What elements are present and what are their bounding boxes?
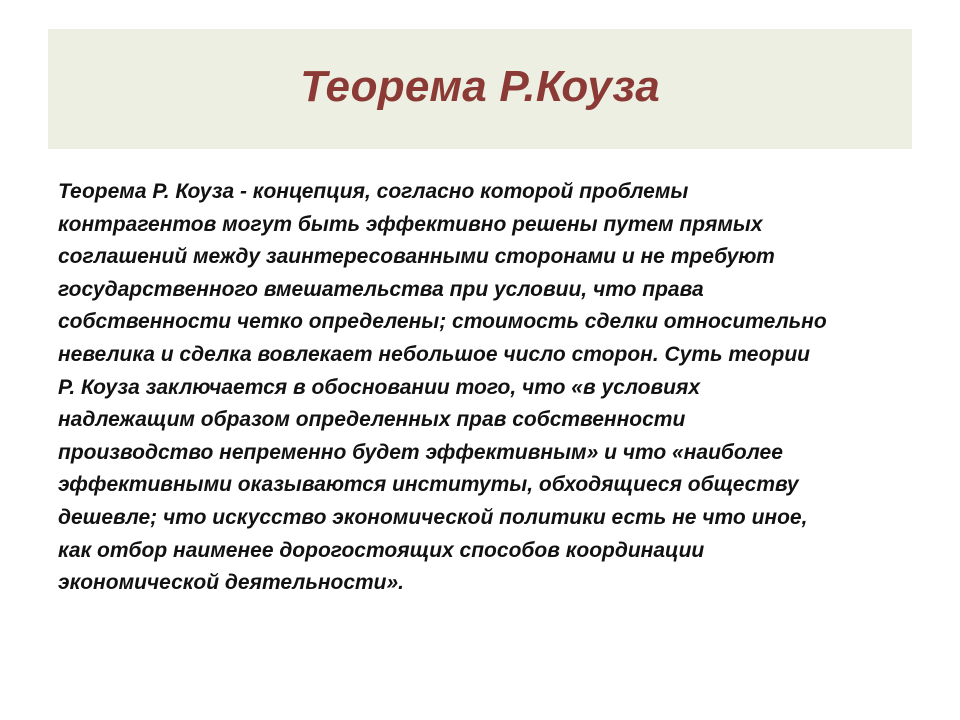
body-line: как отбор наименее дорогостоящих способов координации (58, 538, 705, 562)
body-line: Р. Коуза заключается в обосновании того, что «в условиях (58, 375, 701, 399)
body-line: собственности четко определены; стоимость сделки относительно (58, 310, 827, 334)
body-line: надлежащим образом определенных прав собственности (58, 408, 686, 432)
body-line: эффективными оказываются институты, обходящиеся обществу (58, 473, 799, 497)
body-line: контрагентов могут быть эффективно решены путем прямых (58, 212, 763, 236)
slide-title: Теорема Р.Коуза (300, 62, 660, 111)
body-line: государственного вмешательства при условии, что права (58, 277, 704, 301)
title-band (48, 29, 912, 149)
body-line: дешевле; что искусство экономической политики есть не что иное, (58, 505, 808, 529)
body-line: производство непременно будет эффективным» и что «наиболее (58, 440, 783, 464)
body-line: соглашений между заинтересованными сторонами и не требуют (58, 245, 775, 269)
body-line: невелика и сделка вовлекает небольшое число сторон. Суть теории (58, 342, 810, 366)
body-line: экономической деятельности». (58, 571, 405, 595)
slide-body-text (58, 176, 903, 600)
body-line: Теорема Р. Коуза - концепция, согласно которой проблемы (58, 180, 689, 203)
